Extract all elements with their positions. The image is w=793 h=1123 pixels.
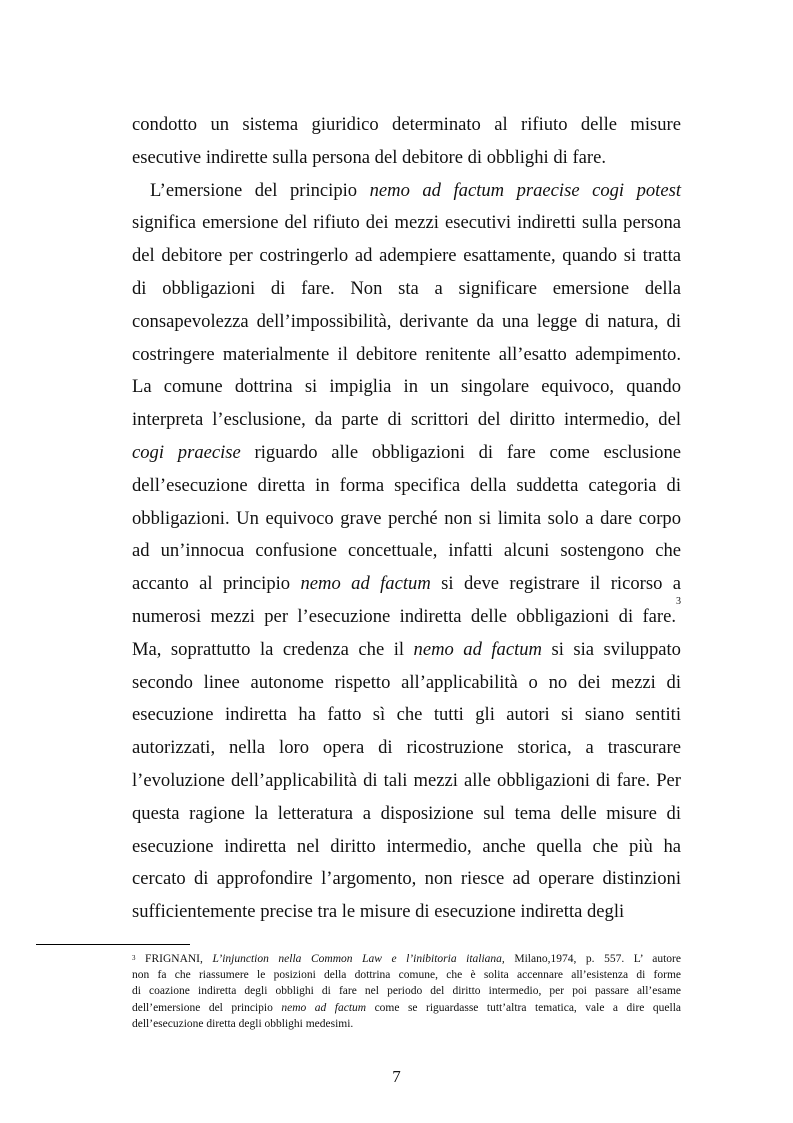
body-line bbox=[132, 699, 681, 732]
body-line bbox=[132, 306, 681, 339]
text-run: non fa che riassumere le posizioni della dottrina comune, che è solita accennare all’esistenza di forme bbox=[132, 969, 681, 982]
body-line bbox=[132, 732, 681, 765]
body-line bbox=[132, 595, 681, 634]
text-run: interpreta l’esclusione, da parte di scrittori del diritto intermedio, del bbox=[132, 409, 681, 431]
footnote-line bbox=[132, 967, 681, 983]
text-run: La comune dottrina si impiglia in un singolare equivoco, quando bbox=[132, 376, 681, 398]
body-line bbox=[132, 142, 681, 175]
text-run: dell’emersione del principio bbox=[132, 1001, 282, 1014]
footnote-reference: 3 bbox=[676, 595, 681, 607]
body-line bbox=[132, 568, 681, 601]
body-line bbox=[132, 437, 681, 470]
text-run: di obbligazioni di fare. Non sta a significare emersione della bbox=[132, 277, 681, 299]
italic-text: nemo ad factum bbox=[413, 638, 542, 660]
text-run: secondo linee autonome rispetto all’applicabilità o no dei mezzi di bbox=[132, 671, 681, 693]
body-line bbox=[132, 667, 681, 700]
body-line bbox=[132, 634, 681, 667]
text-run: condotto un sistema giuridico determinato al rifiuto delle misure bbox=[132, 114, 681, 135]
text-run: del debitore per costringerlo ad adempiere esattamente, quando si tratta bbox=[132, 245, 681, 267]
footnote-separator bbox=[36, 944, 190, 945]
body-line bbox=[132, 831, 681, 864]
body-line bbox=[132, 896, 681, 929]
footnote-line-0-content bbox=[136, 953, 681, 965]
text-run: FRIGNANI, bbox=[135, 953, 213, 965]
text-run: accanto al principio bbox=[132, 573, 301, 595]
text-run: cercato di approfondire l’argomento, non riesce ad operare distinzioni bbox=[132, 868, 681, 890]
body-line bbox=[132, 371, 681, 404]
body-line bbox=[132, 863, 681, 896]
footnote-line bbox=[132, 1000, 681, 1016]
text-run: numerosi mezzi per l’esecuzione indiretta delle obbligazioni di fare. bbox=[132, 605, 676, 627]
italic-text: cogi praecise bbox=[132, 441, 241, 463]
text-run: L’emersione del principio bbox=[150, 179, 370, 201]
body-line bbox=[132, 535, 681, 568]
text-run: riguardo alle obbligazioni di fare come esclusione bbox=[240, 441, 682, 463]
text-run: esecuzione indiretta nel diritto intermedio, anche quella che più ha bbox=[132, 835, 681, 857]
body-text bbox=[132, 109, 681, 929]
footnote-number: 3 bbox=[132, 954, 136, 962]
text-run: autorizzati, nella loro opera di ricostruzione storica, a trascurare bbox=[132, 737, 681, 759]
text-run: ad un’innocua confusione concettuale, infatti alcuni sostengono che bbox=[132, 540, 681, 562]
italic-text: nemo ad factum praecise cogi potest bbox=[369, 179, 682, 201]
text-run: si sia sviluppato bbox=[541, 638, 681, 660]
text-run: significa emersione del rifiuto dei mezzi esecutivi indiretti sulla persona bbox=[132, 212, 681, 234]
body-line bbox=[132, 798, 681, 831]
body-line bbox=[132, 503, 681, 536]
italic-text: nemo ad factum bbox=[300, 573, 431, 595]
body-line bbox=[132, 175, 681, 208]
footnote-line bbox=[132, 983, 681, 999]
body-line bbox=[132, 404, 681, 437]
body-line bbox=[132, 339, 681, 372]
text-run: dell’esecuzione diretta degli obblighi medesimi. bbox=[132, 1017, 354, 1030]
body-line bbox=[132, 207, 681, 240]
text-run: l’evoluzione dell’applicabilità di tali mezzi alle obbligazioni di fare. Per bbox=[132, 769, 681, 791]
text-run: sufficientemente precise tra le misure di esecuzione indiretta degli bbox=[132, 901, 625, 923]
text-run: Milano,1974, p. 557. L’ autore bbox=[504, 953, 681, 965]
text-run: di coazione indiretta degli obblighi di fare nel periodo del diritto intermedio, per poi passare all’esame bbox=[132, 985, 681, 998]
text-run: esecutive indirette sulla persona del debitore di obblighi di fare. bbox=[132, 146, 606, 168]
footnote-line bbox=[132, 951, 681, 967]
text-run: come se riguardasse tutt’altra tematica, vale a dire quella bbox=[366, 1001, 681, 1014]
text-run: si deve registrare il ricorso a bbox=[430, 573, 682, 595]
text-run: questa ragione la letteratura a disposizione sul tema delle misure di bbox=[132, 802, 681, 824]
footnote-3 bbox=[132, 951, 681, 1032]
footnote-line bbox=[132, 1016, 681, 1032]
text-run: obbligazioni. Un equivoco grave perché non si limita solo a dare corpo bbox=[132, 507, 681, 529]
text-run: costringere materialmente il debitore renitente all’esatto adempimento. bbox=[132, 343, 681, 365]
text-run: Ma, soprattutto la credenza che il bbox=[132, 638, 414, 660]
page-number: 7 bbox=[392, 1067, 401, 1086]
body-line bbox=[132, 109, 681, 142]
italic-text: nemo ad factum bbox=[281, 1001, 367, 1014]
text-run: esecuzione indiretta ha fatto sì che tutti gli autori si siano sentiti bbox=[132, 704, 681, 726]
body-line bbox=[132, 470, 681, 503]
body-line bbox=[132, 765, 681, 798]
body-line bbox=[132, 273, 681, 306]
italic-text: L’injunction nella Common Law e l’inibitoria italiana, bbox=[212, 953, 505, 965]
body-line bbox=[132, 240, 681, 273]
text-run: dell’esecuzione diretta in forma specifica della suddetta categoria di bbox=[132, 474, 681, 496]
text-run: consapevolezza dell’impossibilità, derivante da una legge di natura, di bbox=[132, 310, 681, 332]
